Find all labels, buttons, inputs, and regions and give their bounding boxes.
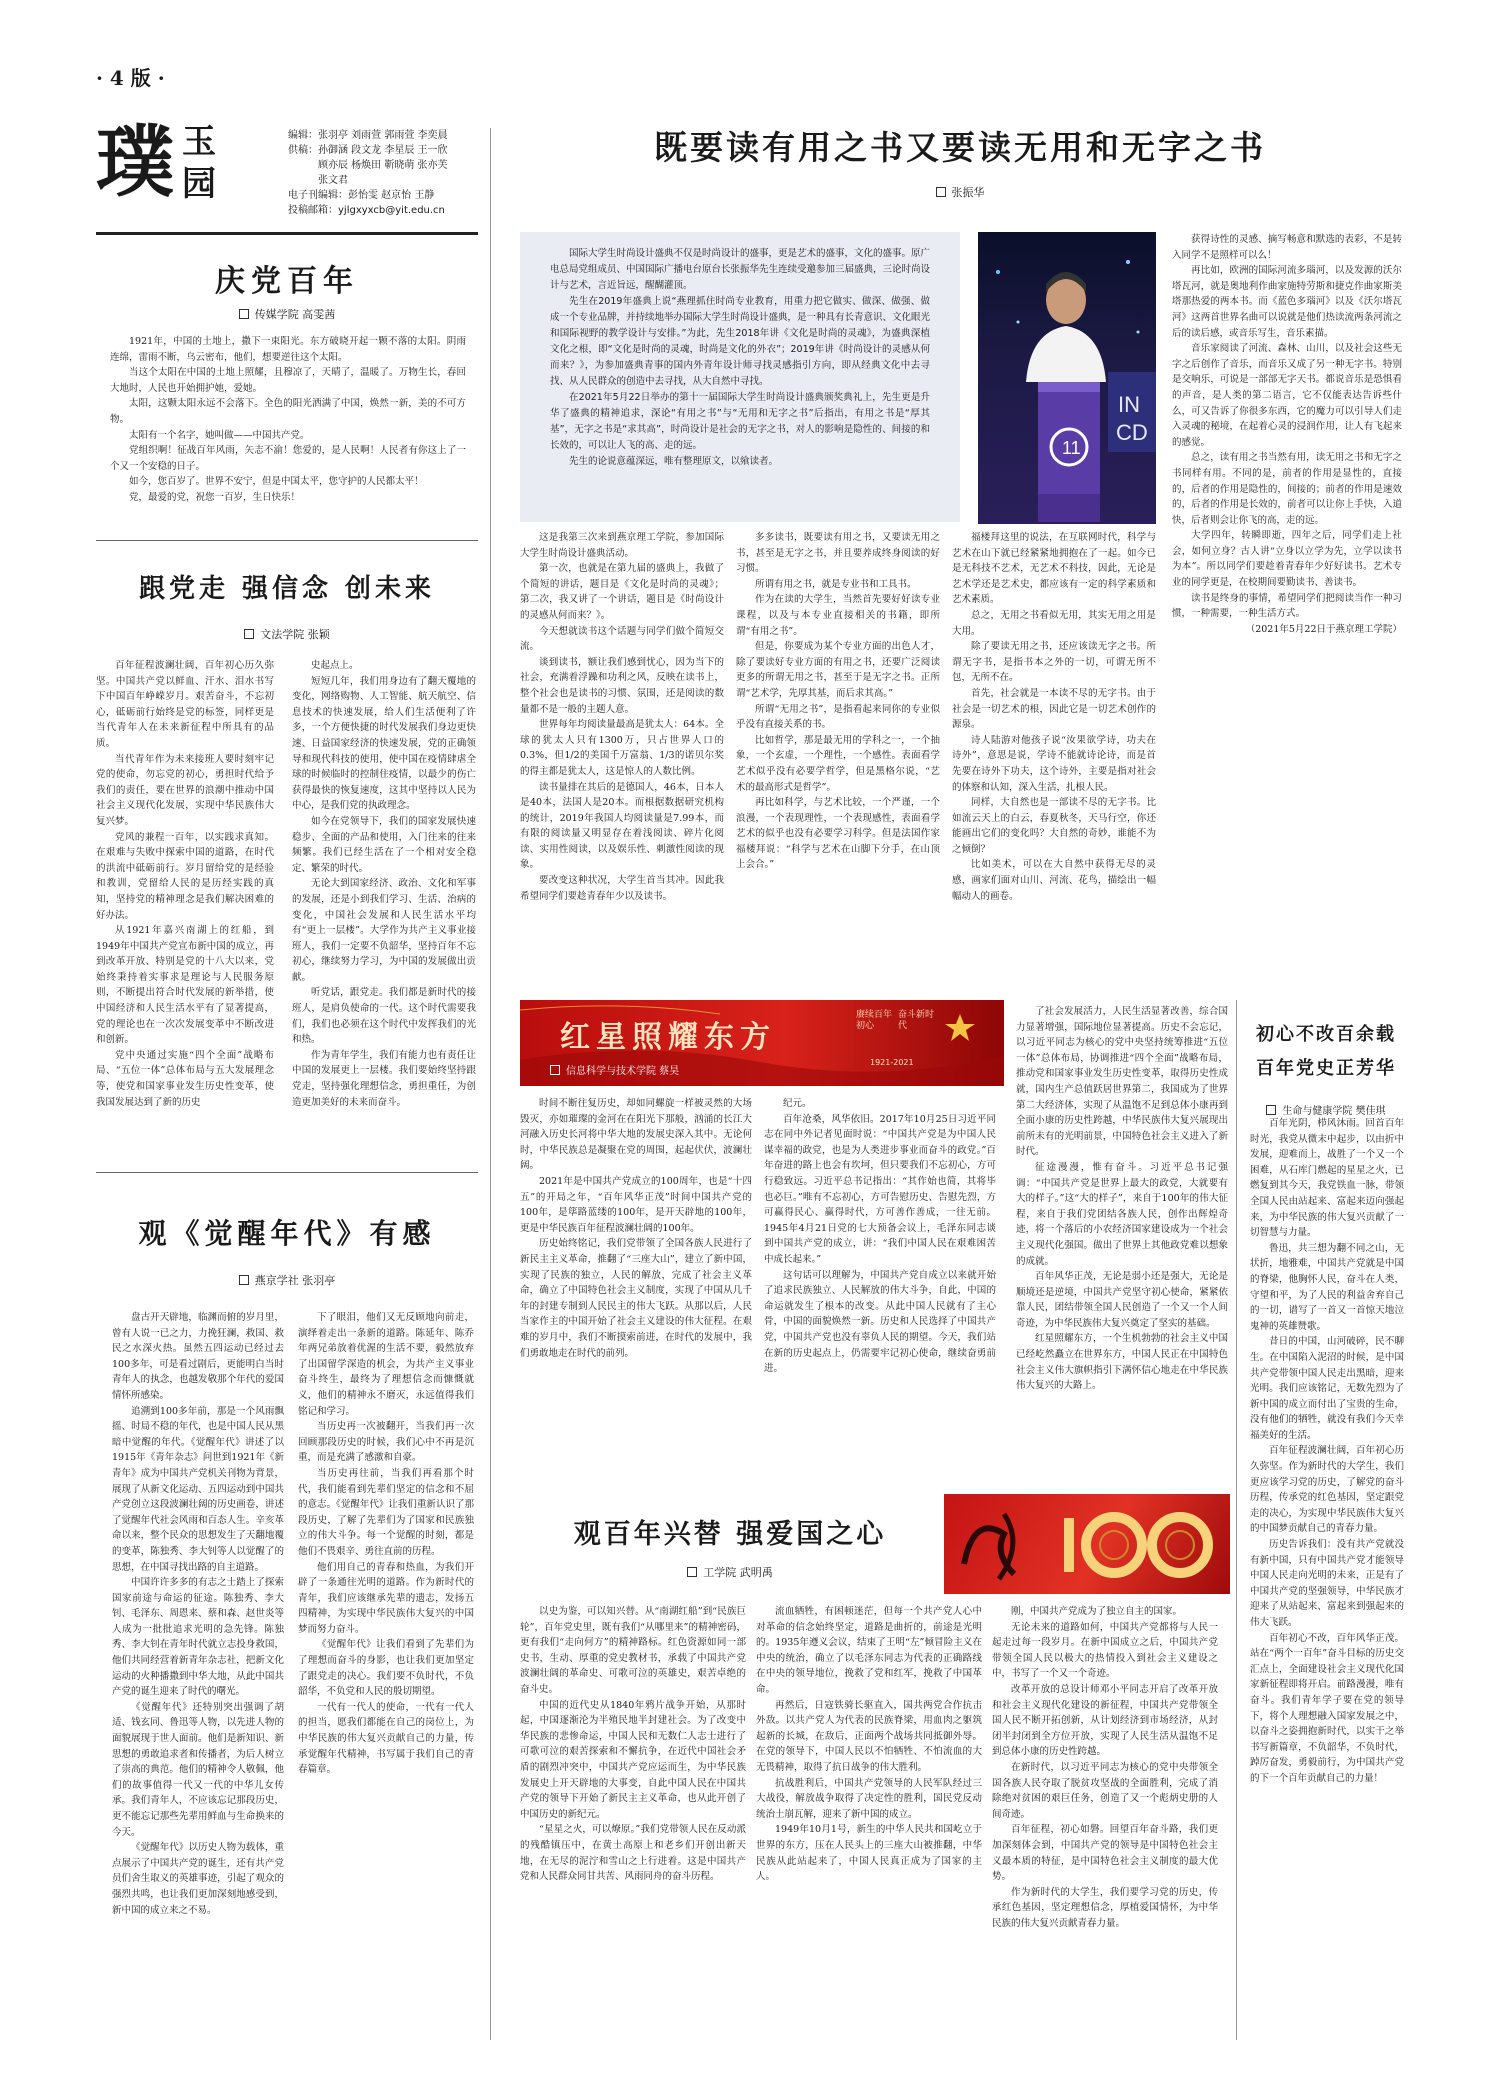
paragraph: 在新时代，以习近平同志为核心的党中央带领全国各族人民夺取了脱贫攻坚战的全面胜利，完成了消除绝对贫困的艰巨任务，创造了又一个彪炳史册的人间奇迹。	[992, 1761, 1218, 1820]
paragraph: 百年光阴，栉风沐雨。回首百年时光，我党从微末中起步，以由折中发展，迎难而上，战胜了一个又一个困难，从石库门燃起的星星之火，已燃复到其今天，我党铁血一脉，带领全国人民由站起来、富起来迈向强起来，为中华民族的伟大复兴贡献了一切智慧与力量。	[1250, 1118, 1404, 1239]
red-star-byline	[550, 1062, 770, 1077]
paragraph: 先生的论说意蕴深远，唯有整理原文，以飨读者。	[569, 456, 779, 467]
paragraph: 时间不断往复历史，却如同螺旋一样被灵然的大场毁灭，亦如璀璨的金河在在阳光下那般，汹涌的长江大河融入历史长河将中华大地的发展史深入其中。无论何时，中华民族总是凝聚在党的周围，起起伏伏，波澜壮阔。	[520, 1098, 752, 1172]
paragraph: 太阳有一个名字，她叫做——中国共产党。	[129, 429, 310, 441]
editors-line-5: 电子刊编辑：彭怡雯 赵京怡 王静	[288, 190, 435, 201]
paragraph: 以史为鉴，可以知兴替。从“南湖红船”到“民族巨轮”，百年党史里，既有我们“从哪里来”的精神密码，更有我们“走向何方”的精神路标。红色资源如同一部史书，生动、厚重的党史教材书，承载了中国共产党波澜壮阔的革命史、可歌可泣的英雄史，艰苦卓绝的奋斗史。	[520, 1606, 746, 1695]
awakening-age-byline	[96, 1272, 478, 1288]
masthead-rule	[96, 232, 478, 235]
paragraph: 同样，大自然也是一部读不尽的无字书。比如流云天上的白云，春夏秋冬，天马行空，你还能画出它们的变化吗？大自然的奇妙，谁能不为之倾倒？	[952, 797, 1156, 855]
logo-small-char-1: 玉	[182, 122, 216, 162]
section-rule	[96, 1172, 478, 1173]
paragraph: 一代有一代人的使命，一代有一代人的担当，愿我们都能在自己的岗位上，为中华民族的伟大复兴贡献自己的力量，传承觉醒年代精神，书写属于我们自己的青春篇章。	[298, 1701, 474, 1776]
byline-text: 张振华	[951, 186, 985, 199]
paragraph: 总之，无用之书看似无用，其实无用之用是大用。	[952, 609, 1156, 637]
paragraph: 党中央通过实施“四个全面”战略布局、“五位一体”总体布局与五大发展理念等，使党和国家事业发生历史性变革，使我国发展达到了新的历史	[96, 1049, 274, 1108]
section-rule	[96, 540, 478, 541]
party-centenary-body	[110, 334, 466, 530]
paragraph: 追溯到100多年前，那是一个风雨飘摇、时局不稳的年代，也是中国人民从黑暗中觉醒的年代。《觉醒年代》讲述了以1915年《青年杂志》问世到1921年《新青年》成为中国共产党机关刊物为背景，展现了从新文化运动、五四运动到中国共产党创立这段波澜壮阔的历史画卷，讲述了觉醒年代社会风雨和百态人生。辛亥革命以来，整个民众的思想发生了天翻地覆的变革，陈独秀、李大钊等人以觉醒了的思想，在中国寻找出路的自主道路。	[112, 1405, 284, 1573]
paragraph: 他们用自己的青春和热血，为我们开辟了一条通往光明的道路。作为新时代的青年，我们应该继承先辈的遗志，发扬五四精神，为实现中华民族伟大复兴的中国梦而努力奋斗。	[298, 1561, 474, 1635]
paragraph: 音乐家阅读了河流、森林、山川，以及社会这些无字之后创作了音乐，而音乐又成了另一种无字书。特别是交响乐，可说是一部部无字天书。都说音乐是恐惧看的声音，是人类的第二语言，它不仅能表达告诉些什么，可又告诉了你很多东西，它的魔力可以引导人们走入灵魂的秘境，在起着心灵的浸润作用，让人有飞起来的感觉。	[1172, 343, 1402, 448]
byline-box-icon	[550, 1065, 560, 1075]
red-star-banner	[520, 1000, 1004, 1086]
editors-line-2: 供稿：孙御涵 段文龙 李星辰 王一欣	[288, 145, 448, 156]
paragraph: 鲁迅，共三想为翻不同之山，无状折，地雅难，中国共产党就是中国的脊梁，他胸怀人民，奋斗在人类，守望和平，为了人民的利益舍弃自己的一切，谱写了一首又一首惊天地泣鬼神的英雄赞歌。	[1250, 1242, 1404, 1332]
paragraph: 比如哲学，那是最无用的学科之一，一个抽象，一个玄虚，一个理性，一个感性。表面看学艺术似乎没有必要学哲学，但是黑格尔说，“艺术的最高形式是哲学”。	[736, 734, 940, 793]
lead-article-intro-box	[520, 232, 960, 522]
logo-small-char-2: 园	[182, 164, 216, 204]
original-heart-byline	[1246, 1102, 1406, 1117]
paragraph: 2021年是中国共产党成立的100周年，也是“十四五”的开局之年，“百年风华正茂”时间中国共产党的100年，是筚路蓝缕的100年，是开天辟地的100年，更是中华民族百年征程波澜壮阔的100年。	[520, 1175, 752, 1234]
banner-side-text-3: 1921-2021	[870, 1058, 914, 1067]
paragraph: 再比如，欧洲的国际河流多瑙河，以及发源的沃尔塔瓦河，就是奥地利作曲家施特劳斯和捷克作曲家斯美塔那热爱的两本书。而《蓝色多瑙河》以及《沃尔塔瓦河》这两首世界名曲可以说就是他们热读流两条河流之后的读后感，或音乐写生，音乐素描。	[1172, 265, 1402, 339]
paragraph: 抗战胜利后，中国共产党领导的人民军队经过三大战役，解放战争取得了决定性的胜利，国民党反动统治土崩瓦解，迎来了新中国的成立。	[756, 1777, 982, 1820]
prosper-title: 观百年兴替 强爱国之心	[573, 1519, 887, 1550]
byline-box-icon	[936, 187, 946, 197]
paragraph: 百年征程波澜壮阔，百年初心历久弥坚。中国共产党以鲜血、汗水、泪水书写下中国百年峥嵘岁月。艰苦奋斗，不忘初心，砥砺前行始终是党的标签，同样更是当代青年人在未来新征程中所具有的品质。	[96, 660, 274, 749]
lead-article-col-b	[736, 530, 940, 992]
paragraph: 读书是终身的事情，希望同学们把阅读当作一种习惯，一种需要，一种生活方式。	[1172, 592, 1402, 620]
banner-side-text-1: 赓续百年初心	[856, 1010, 893, 1031]
prosper-col-2	[756, 1604, 982, 2042]
banner-side-text-2: 奋斗新时代	[898, 1010, 935, 1031]
paragraph: 1921年，中国的土地上，撒下一束阳光。东方破晓开起一颗不落的太阳。阴雨连绵，雷雨不断，乌云密布，他们，想要逆往这个太阳。	[110, 336, 466, 363]
follow-party-byline	[96, 626, 478, 642]
paragraph: 如今在党领导下，我们的国家发展快速稳步、全面的产品和使用，入门往来的往来频繁。我们已经生活在了一个相对安全稳定、繁荣的时代。	[292, 815, 476, 874]
paragraph: 《觉醒年代》以历史人物为载体，重点展示了中国共产党的诞生，还有共产党员们舍生取义的英雄事迹，引起了观众的强烈共鸣，也让我们更加深刻地感受到，新中国的成立来之不易。	[112, 1842, 284, 1916]
paragraph: 从1921年嘉兴南湖上的红船，到1949年中国共产党宣布新中国的成立，再到改革开放、特别是党的十八大以来，党始终秉持着实事求是理论与人民服务原则，不断提出符合时代发展的新举措，使中国经济和人民生活水平有了显著提高，党的理论也在一次次发展变革中不断改进和创新。	[96, 925, 274, 1046]
paragraph: 纪元。	[783, 1098, 812, 1109]
byline-text: 工学院 武明禹	[703, 1566, 773, 1579]
masthead	[96, 117, 476, 228]
follow-party-col-2	[292, 658, 476, 1164]
paragraph: 当历史再往前，当我们再看那个时代，我们能看到先辈们坚定的信念和不屈的意志。《觉醒年代》让我们重新认识了那段历史，了解了先辈们为了国家和民族独立的伟大斗争。每一个觉醒的时刻，都是他们不畏艰辛、勇往直前的历程。	[298, 1467, 474, 1557]
paragraph: 历史告诉我们：没有共产党就没有新中国，只有中国共产党才能领导中国人民走向光明的未来，正是有了中国共产党的坚强领导，中华民族才迎来了从站起来、富起来到强起来的伟大飞跃。	[1250, 1539, 1404, 1628]
byline-box-icon	[244, 629, 254, 639]
page-edition-label: · 4 版 ·	[96, 66, 165, 90]
party-centenary-byline	[96, 306, 478, 322]
paragraph: 这是我第三次来到燕京理工学院，参加国际大学生时尚设计盛典活动。	[520, 532, 724, 559]
paragraph: 比如美术，可以在大自然中获得无尽的灵感，画家们面对山川、河流、花鸟，描绘出一幅幅动人的画卷。	[952, 859, 1156, 902]
byline-box-icon	[687, 1567, 697, 1577]
byline-text: 文法学院 张颖	[260, 628, 330, 641]
paragraph: 无论未来的道路如何，中国共产党都将与人民一起走过每一段岁月。在新中国成立之后，中国共产党带领全国人民以极大的热情投入到社会主义建设之中，书写了一个又一个奇迹。	[992, 1621, 1218, 1680]
logo-big-char: 璞	[96, 117, 175, 208]
paragraph: 改革开放的总设计师邓小平同志开启了改革开放和社会主义现代化建设的新征程，中国共产党带领全国人民不断开拓创新，从计划经济到市场经济，从封闭半封闭到全方位开放，实现了人民生活从温饱不足到总体小康的历史性跨越。	[992, 1683, 1218, 1758]
paragraph: 多多读书，既要读有用之书，又要读无用之书，甚至是无字之书，并且要养成终身阅读的好习惯。	[736, 532, 940, 575]
paragraph: 太阳，这颗太阳永远不会落下。全色的阳光洒满了中国，焕然一新，美的不可方物。	[110, 398, 466, 425]
paragraph: 红星照耀东方，一个生机勃勃的社会主义中国已经屹然矗立在世界东方，中国人民正在中国特色社会主义伟大旗帜指引下满怀信心地走在中华民族伟大复兴的大路上。	[1016, 1333, 1228, 1392]
paragraph: 读书量排在其后的是德国人，46本，日本人是40本，法国人是20本。而根据数据研究机构的统计，2019年我国人均阅读量是7.99本，而有限的阅读量又明显存在着浅阅读、碎片化阅读、实用性阅读，以及娱乐性、刺激性阅读的现象。	[520, 781, 724, 871]
prosper-col-3	[992, 1604, 1218, 2042]
paragraph: 诗人陆游对他孩子说“汝果欲学诗，功夫在诗外”，意思是说，学诗不能就诗论诗，而是首先要在诗外下功夫，这个诗外，主要是指对社会的体察和认知，深入生活，扎根人民。	[952, 734, 1156, 793]
byline-box-icon	[239, 1275, 249, 1285]
party-centenary-title: 庆党百年	[215, 264, 359, 299]
paragraph: 征途漫漫，惟有奋斗。习近平总书记强调：“中国共产党是世界上最大的政党，大就要有大的样子。”这“大的样子”，来自于100年的伟大征程，来自于我们党团结各族人民，创作出辉煌奇迹，将一个落后的小农经济国家建设成为一个社会主义现代化强国。做出了世界上其他政党难以想象的成就。	[1016, 1161, 1228, 1267]
paragraph: 中国的近代史从1840年鸦片战争开始，从那时起，中国逐渐沦为半殖民地半封建社会。为了改变中华民族的悲惨命运，中国人民和无数仁人志士进行了可歌可泣的艰苦探索和不懈抗争，在近代中国社会矛盾的剧烈冲突中，中国共产党应运而生，为中华民族发展史上开天辟地的大事变，自此中国人民在中国共产党的领导下开始了新民主主义革命，也从此开创了中国历史的新纪元。	[520, 1699, 746, 1820]
paragraph: 党，最爱的党，祝您一百岁，生日快乐！	[129, 491, 301, 503]
paragraph: 下了眼泪，他们又无反顾地向前走，演绎着走出一条新的道路。陈延年、陈乔年两兄弟放着优渥的生活不要，毅然放弃了出国留学深造的机会，为共产主义事业奋斗终生，最终为了理想信念而慷慨就义，他们的精神永不磨灭，永远值得我们铭记和学习。	[298, 1312, 474, 1417]
paragraph: 今天想就读书这个话题与同学们做个简短交流。	[520, 625, 724, 653]
paragraph: 党组织啊！征战百年风雨，矢志不渝！您爱的，是人民啊！人民者有你这上了一个又一个安稳的日子。	[110, 445, 466, 472]
editors-line-6: 投稿邮箱：yjlgxyxcb@yit.edu.cn	[288, 205, 445, 216]
lead-article-title: 既要读有用之书又要读无用和无字之书	[654, 128, 1266, 167]
paragraph: 谈到读书，额让我们感到忧心，因为当下的社会，充满着浮躁和功利之风，反映在读书上，整个社会也是读书的习惯、氛围，还是阅读的数量都不是一般的主题人意。	[520, 656, 724, 715]
svg-text:CD: CD	[1116, 420, 1148, 445]
byline-box-icon	[239, 309, 249, 319]
column-divider	[1236, 1000, 1237, 2040]
svg-text:IN: IN	[1118, 392, 1140, 417]
paragraph: 先生在2019年盛典上说“燕理抓住时尚专业教育，用重力把它做实、做深、做强、做成一个专业品牌，并持续地举办国际大学生时尚设计盛典，是一种具有长青意识、文化眼光和国际视野的教学设计与安排。”为此，先生2018年讲《文化是时尚的灵魂》，为盛典深植文化之根，即“文化是时尚的灵魂，时尚是文化的外衣”；2019年讲《时尚设计的灵感从何而来？》，为参加盛典青事的国内外青年设计师寻找灵感指引方向，即从经典文化中去寻找、从人民群众的创造中去寻找，从大自然中寻找。	[550, 296, 931, 387]
paragraph: 如今，您百岁了。世界不安宁，但是中国太平，您守护的人民都太平！	[129, 476, 424, 488]
editors-line-4: 张文君	[288, 175, 348, 186]
paragraph: 世界每年均阅读量最高是犹太人：64本。全球的犹太人只有1300万，只占世界人口的0.3%，但1/2的美国千万富翁、1/3的诺贝尔奖的得主都是犹太人，这是惊人的人数比例。	[520, 719, 724, 777]
editors-line-1: 编辑：张羽亭 刘雨萱 郭雨萱 李奕晨	[288, 130, 448, 141]
byline-text: 燕京学社 张羽亭	[254, 1274, 336, 1287]
centenary-100-graphic	[944, 1494, 1230, 1594]
red-star-col-1	[520, 1096, 752, 1496]
original-heart-title-line-2: 百年党史正芳华	[1256, 1058, 1396, 1079]
paragraph: 再比如科学，与艺术比较，一个严谨，一个浪漫，一个表现理性，一个表现感性，表面看学艺术的似乎也没有必要学习科学。但是法国作家福楼拜说：“科学与艺术在山脚下分手，在山顶上会合。”	[736, 797, 940, 871]
paragraph: 百年征程波澜壮阔，百年初心历久弥坚。作为新时代的大学生，我们更应该学习党的历史，了解党的奋斗历程，传承党的红色基因，坚定跟党走的决心，为实现中华民族伟大复兴的中国梦贡献自己的青春力量。	[1250, 1445, 1404, 1535]
paragraph: 党风的兼程一百年，以实践求真知。在艰难与失败中探索中国的道路，在时代的洪流中砥砺前行。岁月留给党的是经验和教训，党留给人民的是历经实践的真知，坚持党的精神理念是我们解决困难的好办法。	[96, 831, 274, 921]
paragraph: 1949年10月1号，新生的中华人民共和国屹立于世界的东方，压在人民头上的三座大山被推翻，中华民族从此站起来了，中国人民真正成为了国家的主人。	[756, 1824, 982, 1883]
byline-text: 信息科学与技术学院 蔡昊	[566, 1066, 680, 1077]
paragraph: 《觉醒年代》还特别突出强调了胡适、钱玄同、鲁迅等人物，以先进人物的面貌展现于世人面前。他们是新知识、新思想的勇敢追求者和传播者，为后人树立了崇高的典范。他们的精神令人敬佩，他们的故事值得一代又一代的中华儿女传承。我们青年人，不应该忘记那段历史，更不能忘记那些先辈用鲜血与生命换来的今天。	[112, 1701, 284, 1838]
prosper-banner-image	[944, 1494, 1230, 1594]
paragraph: 了社会发展活力，人民生活显著改善，综合国力显著增强，国际地位显著提高。历史不会忘记，以习近平同志为核心的党中央坚持统筹推进“五位一体”总体布局，协调推进“四个全面”战略布局，推动党和国家事业发生历史性变革，取得历史性成就，国内生产总值跃居世界第二，我国成为了世界第二大经济体，实现了从温饱不足到总体小康再到全面小康的历史性跨越，中华民族伟大复兴展现出前所未有的光明前景，中国特色社会主义进入了新时代。	[1016, 1006, 1228, 1158]
original-heart-title-line-1: 初心不改百余载	[1256, 1024, 1396, 1045]
paragraph: 要改变这种状况，大学生首当其冲。因此我希望同学们要趁青春年少以及读书。	[520, 875, 724, 902]
paragraph: 历史始终铭记，我们党带领了全国各族人民进行了新民主主义革命，推翻了“三座大山”，建立了新中国，实现了民族的独立，人民的解放，完成了社会主义革命，确立了中国特色社会主义制度，实现了中国从几千年的封建专制到人民民主的伟大飞跃。从那以后，人民当家作主的中国开始了社会主义建设的伟大征程。在艰难的岁月中，我们不断摸索前进，在时代的发展中，我们勇敢地走在时代的前列。	[520, 1238, 752, 1359]
paragraph: 获得诗性的灵感、摘写畅意和默选的表彩，不是转入同学不是照样可以么！	[1172, 234, 1402, 261]
paragraph: 作为新时代的大学生，我们要学习党的历史，传承红色基因，坚定理想信念，厚植爱国情怀，为中华民族的伟大复兴贡献青春力量。	[992, 1886, 1218, 1929]
paragraph: 作为在读的大学生，当然首先要好好读专业课程，以及与本专业直接相关的书籍，即所谓“有用之书”。	[736, 594, 940, 637]
follow-party-col-1	[96, 658, 274, 1164]
paragraph: 国际大学生时尚设计盛典不仅是时尚设计的盛事，更是艺术的盛事，文化的盛事。原广电总局党组成员、中国国际广播电台原台长张振华先生连续受邀参加三届盛典，三论时尚设计与艺术，言近旨远，醒醐灌顶。	[550, 248, 931, 291]
paragraph: 这句话可以理解为，中国共产党自成立以来就开始了追求民族独立、人民解放的伟大斗争，自此，中国的命运就发生了根本的改变。从此中国人民就有了主心骨，中国的面貌焕然一新。历史和人民选择了中国共产党，中国共产党也没有辜负人民的期望。今天，我们站在新的历史起点上，仍需要牢记初心使命，继续奋勇前进。	[764, 1269, 996, 1375]
speaker-photo-svg	[978, 232, 1156, 524]
prosper-byline	[520, 1564, 940, 1580]
lead-article-col-c	[952, 530, 1156, 992]
byline-text: 生命与健康学院 樊佳琪	[1282, 1106, 1386, 1117]
paragraph: 所谓有用之书，就是专业书和工具书。	[755, 578, 917, 590]
paragraph: 史起点上。	[311, 660, 359, 671]
lead-article-col-3	[1172, 232, 1402, 992]
svg-text:11: 11	[1062, 438, 1081, 458]
lead-article-byline	[520, 184, 1400, 200]
prosper-col-1	[520, 1604, 746, 2042]
paragraph: 在2021年5月22日举办的第十一届国际大学生时尚设计盛典颁奖典礼上，先生更是升华了盛典的精神追求，深论“有用之书”与“无用和无字之书”后指出，有用之书是“厚其基”，无字之书是“求其高”，时尚设计是社会的无字之书，对人的影响是隐性的、间接的和长效的，可以让人飞的高、走的远。	[550, 392, 930, 451]
paragraph: 当这个太阳在中国的土地上照耀，且穆凉了，天晴了，温暖了。万物生长，春回大地时，人民也开始拥护她，爱她。	[110, 367, 466, 394]
paragraph: 刚，中国共产党成为了独立自主的国家。	[1011, 1606, 1183, 1617]
follow-party-title: 跟党走 强信念 创未来	[138, 574, 436, 604]
red-star-banner-title: 红星照耀东方	[560, 1020, 776, 1055]
paragraph: 作为青年学生，我们有能力也有责任让中国的发展更上一层楼。我们要始终坚持跟党走，坚持强化理想信念，勇担重任，为创造更加美好的未来而奋斗。	[292, 1049, 476, 1108]
paragraph: 当代青年作为未来接班人要时刻牢记党的使命，勿忘党的初心，勇担时代给予我们的责任，要在世界的浪潮中推动中国社会主义现代化发展，实现中华民族伟大复兴梦。	[96, 753, 274, 827]
column-divider	[490, 128, 491, 2040]
red-star-col-3	[1016, 1004, 1228, 1494]
paragraph: 再然后，日寇铁骑长驱直入，国共两党合作抗击外敌。以共产党人为代表的民族脊梁，用血肉之躯筑起新的长城，在敌后，正面两个战场共同抵御外辱。在党的领导下，中国人民以不怕牺牲、不怕流血的大无畏精神，取得了抗日战争的伟大胜利。	[756, 1699, 982, 1773]
paragraph: 福楼拜这里的说法，在互联网时代，科学与艺术在山下就已经紧紧地拥抱在了一起。如今已是无科技不艺术，无艺术不科技，因此，无论是艺术学还是艺术史，都应该有一定的科学素质和艺术素质。	[952, 532, 1156, 606]
red-star-col-2	[764, 1096, 996, 1496]
byline-text: 传媒学院 高雯茜	[254, 308, 336, 321]
paragraph: 首先，社会就是一本读不尽的无字书。由于社会是一切艺术的根，因此它是一切艺术创作的源泉。	[952, 687, 1156, 731]
original-heart-body	[1250, 1116, 1404, 2042]
paragraph: 昔日的中国，山河破碎，民不聊生。在中国陷入泥沼的时候，是中国共产党带领中国人民走出黑暗，迎来光明。我们应该铭记，无数先烈为了新中国的成立而付出了宝贵的生命，没有他们的牺牲，就没有我们今天幸福美好的生活。	[1250, 1336, 1404, 1441]
paragraph: 无论大到国家经济、政治、文化和军事的发展，还是小到我们学习、生活、治病的变化，中国社会发展和人民生活水平均有“更上一层楼”。大学作为共产主义事业接班人，我们一定要不负韶华，坚持百年不忘初心，继续努力学习，为中国的发展做出贡献。	[292, 878, 476, 983]
paragraph: 所谓“无用之书”，是指看起来同你的专业似乎没有直接关系的书。	[736, 703, 940, 731]
lead-article-col-a	[520, 530, 724, 992]
paragraph: 大学四年，转瞬即逝，四年之后，同学们走上社会，如何立身？古人讲“立身以立学为先，立学以读书为本”。所以同学们要趁着青春年少好好读书。艺术专业的同学更是，在校期间要勤读书、善读书。	[1172, 530, 1402, 589]
editors-line-3: 顾亦辰 杨焕田 靳晓萌 张亦芙	[288, 160, 448, 171]
paragraph: 百年初心不改，百年风华正茂。站在“两个一百年”奋斗目标的历史交汇点上，全面建设社会主义现代化国家新征程即将开启。前路漫漫，唯有奋斗。我们青年学子要在党的领导下，将个人理想融入国家发展之中，以奋斗之姿拥抱新时代，以实干之举书写新篇章，不负韶华，不负时代，踔厉奋发，勇毅前行，为中国共产党的下一个百年贡献自己的力量！	[1250, 1632, 1404, 1784]
paragraph: 中国许许多多的有志之士踏上了探索国家前途与命运的征途。陈独秀、李大钊、毛泽东、周恩来、蔡和森、赵世炎等人成为一批批追求光明的急先锋。陈独秀、李大钊在青年时代就立志投身救国，他们共同经营着新青年杂志社，把新文化运动的火种播撒到中华大地，从此中国共产党的诞生迎来了时代的曙光。	[112, 1577, 284, 1698]
paragraph: 短短几年，我们用身边有了翻天覆地的变化，网络购物、人工智能、航天航空、信息技术的快速发展，给人们生活便利了许多，一个方便快捷的时代发展我们身边更快速、日益国家经济的快速发展，党的正确领导和现代科技的使用，使中国在疫情肆虐全球的时候临时的控制住疫情，以最少的伤亡获得最快的恢复速度，这其中坚持以人民为中心，是我们党的执政理念。	[292, 675, 476, 812]
paragraph: 总之，读有用之书当然有用，读无用之书和无字之书同样有用。不同的是，前者的作用是显性的，直接的，后者的作用是隐性的，间接的；前者的作用是速效的，后者的作用是长效的，前者可以让你上手快，入道快，后者则会让你飞的高，走的远。	[1172, 452, 1402, 526]
paragraph: 流血牺牲，有困顿迷茫，但每一个共产党人心中对革命的信念始终坚定，道路是曲折的，前途是光明的。1935年遵义会议，结束了王明“左”倾冒险主义在中央的统治，确立了以毛泽东同志为代表的正确路线在中央的领导地位，挽救了党和红军，挽救了中国革命。	[756, 1606, 982, 1695]
paragraph: 第一次，也就是在第九届的盛典上，我做了个简短的讲话，题目是《文化是时尚的灵魂》；第二次，我又讲了一个讲话，题目是《时尚设计的灵感从何而来？》。	[520, 563, 724, 621]
paragraph: （2021年5月22日于燕京理工学院）	[1245, 623, 1402, 635]
paragraph: 《觉醒年代》让我们看到了先辈们为了理想而奋斗的身影，也让我们更加坚定了跟党走的决心。我们要不负时代，不负韶华，不负党和人民的殷切期望。	[298, 1639, 474, 1698]
original-heart-section	[1246, 1000, 1406, 1117]
masthead-credits	[288, 128, 488, 218]
paragraph: 当历史再一次被翻开，当我们再一次回顾那段历史的时候，我们心中不再是沉重，而是充满了感激和自豪。	[298, 1421, 474, 1464]
awakening-age-col-2	[298, 1310, 474, 2040]
awakening-age-title: 观《觉醒年代》有感	[138, 1217, 436, 1250]
byline-box-icon	[1266, 1105, 1276, 1115]
paragraph: “星星之火，可以燎原。”我们党带领人民在反动派的残酷镇压中，在黄土高原上和老乡们开创出新天地，在无尽的泥泞和雪山之上行进着。这是中国共产党和人民群众同甘共苦、风雨同舟的奋斗历程。	[520, 1824, 746, 1883]
speaker-photo	[978, 232, 1156, 524]
paragraph: 百年风华正茂，无论是弱小还是强大，无论是顺境还是逆境，中国共产党坚守初心使命，紧紧依靠人民，团结带领全国人民创造了一个又一个人间奇迹，为中华民族伟大复兴奠定了坚实的基础。	[1016, 1271, 1228, 1329]
paragraph: 盘古开天辟地，临渊而俯的岁月里，曾有人说一已之力，力挽狂澜，救国、救民之水深火热。虽然五四运动已经过去100多年，可是看过剧后，更能明白当时青年人的执念，也越发敬那个年代的爱国情怀所感染。	[112, 1312, 284, 1401]
paragraph: 但是，你要成为某个专业方面的出色人才，除了要读好专业方面的有用之书，还要广泛阅读更多的所谓无用之书，甚至于是无字之书。正所谓“艺术学，先厚其基，而后求其高。”	[736, 641, 940, 699]
paragraph: 听党话，跟党走。我们都是新时代的接班人，是肩负使命的一代。这个时代需要我们，我们也必须在这个时代中发挥我们的光和热。	[292, 987, 476, 1046]
paragraph: 百年沧桑，风华依旧。2017年10月25日习近平同志在同中外记者见面时说：“中国共产党是为中国人民谋幸福的政党，也是为人类进步事业而奋斗的政党。”百年奋进的路上也会有坎坷，但只要我们不忘初心，方可行稳致远。习近平总书记指出：“其作始也简，其将毕也必巨。”唯有不忘初心，方可告慰历史、告慰先烈，方可赢得民心、赢得时代，方可善作善成，一往无前。1945年4月21日党的七大预备会议上，毛泽东同志谈到中国共产党的成立，讲：“我们中国人民在艰难困苦中成长起来。”	[764, 1113, 996, 1265]
paragraph: 百年征程，初心如磐。回望百年奋斗路，我们更加深刻体会到，中国共产党的领导是中国特色社会主义最本质的特征，是中国特色社会主义制度的最大优势。	[992, 1824, 1218, 1883]
awakening-age-col-1	[112, 1310, 284, 2040]
paragraph: 除了要读无用之书，还应该读无字之书。所谓无字书，是指书本之外的一切，可谓无所不包，无所不在。	[952, 641, 1156, 684]
